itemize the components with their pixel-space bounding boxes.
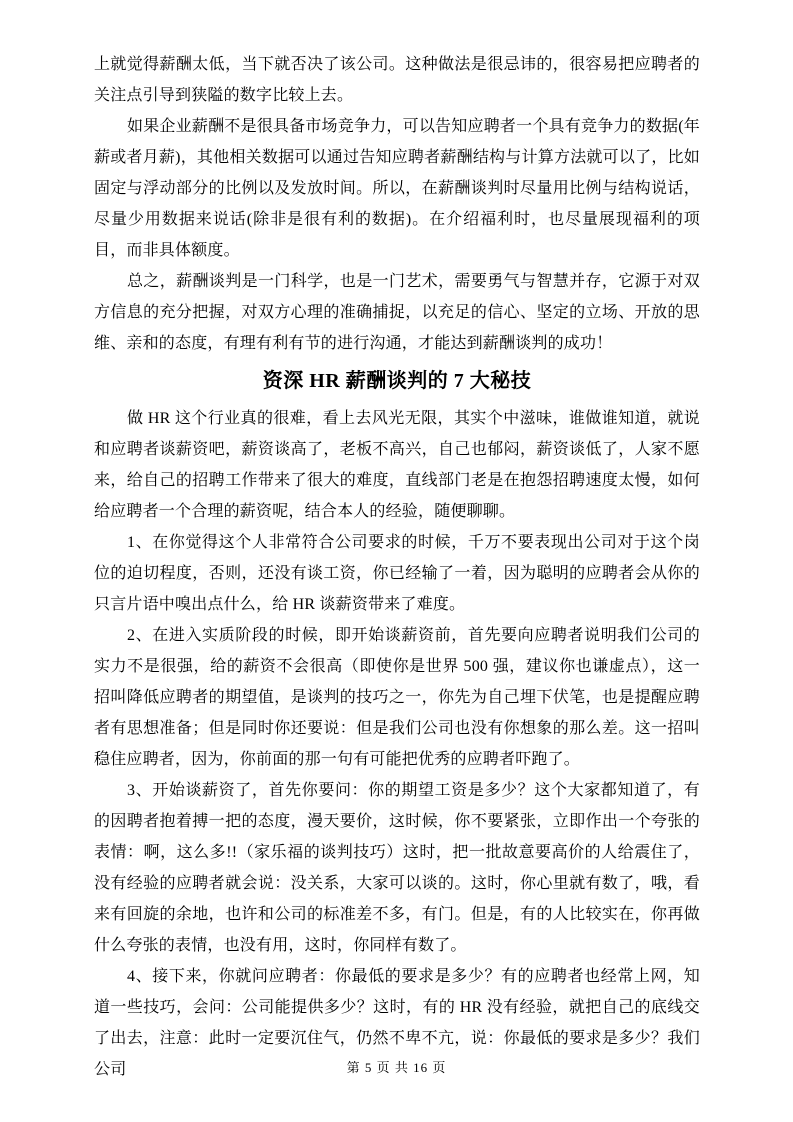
- document-body: [94, 49, 700, 1085]
- paragraph: 总之，薪酬谈判是一门科学，也是一门艺术，需要勇气与智慧并存，它源于对双方信息的充分把握，对双方心理的准确捕捉，以充足的信心、坚定的立场、开放的思维、亲和的态度，有理有利有节的进行沟通，才能达到薪酬谈判的成功！: [94, 273, 700, 352]
- section-heading: 资深 HR 薪酬谈判的 7 大秘技: [262, 370, 532, 392]
- paragraph: 做 HR 这个行业真的很难，看上去风光无限，其实个中滋味，谁做谁知道，就说和应聘者谈薪资吧，薪资谈高了，老板不高兴，自己也郁闷，薪资谈低了，人家不愿来，给自己的招聘工作带来了很大的难度，直线部门老是在抱怨招聘速度太慢，如何给应聘者一个合理的薪资呢，结合本人的经验，随便聊聊。: [94, 410, 700, 520]
- paragraph: 1、在你觉得这个人非常符合公司要求的时候，千万不要表现出公司对于这个岗位的迫切程度，否则，还没有谈工资，你已经输了一着，因为聪明的应聘者会从你的只言片语中嗅出点什么，给 HR 谈薪资带来了难度。: [94, 534, 700, 613]
- page-footer: [0, 1058, 793, 1078]
- page-number-label: 第 5 页 共 16 页: [346, 1060, 447, 1075]
- paragraph: 如果企业薪酬不是很具备市场竞争力，可以告知应聘者一个具有竞争力的数据(年薪或者月薪)，其他相关数据可以通过告知应聘者薪酬结构与计算方法就可以了，比如固定与浮动部分的比例以及发放时间。所以，在薪酬谈判时尽量用比例与结构说话，尽量少用数据来说话(除非是很有利的数据)。在介绍福利时，也尽量展现福利的项目，而非具体额度。: [94, 118, 700, 259]
- paragraph: 上就觉得薪酬太低，当下就否决了该公司。这种做法是很忌讳的，很容易把应聘者的关注点引导到狭隘的数字比较上去。: [94, 56, 700, 104]
- paragraph: 2、在进入实质阶段的时候，即开始谈薪资前，首先要向应聘者说明我们公司的实力不是很强，给的薪资不会很高（即使你是世界 500 强，建议你也谦虚点），这一招叫降低应聘者的期望值，是谈判的技巧之一，你先为自己埋下伏笔，也是提醒应聘者有思想准备；但是同时你还要说：但是我们公司也没有你想象的那么差。这一招叫稳住应聘者，因为，你前面的那一句有可能把优秀的应聘者吓跑了。: [94, 627, 700, 768]
- paragraph: 3、开始谈薪资了，首先你要问：你的期望工资是多少？这个大家都知道了，有的因聘者抱着搏一把的态度，漫天要价，这时候，你不要紧张，立即作出一个夸张的表情：啊，这么多!!（家乐福的谈判技巧）这时，把一批故意要高价的人给震住了，没有经验的应聘者就会说：没关系，大家可以谈的。这时，你心里就有数了，哦，看来有回旋的余地，也许和公司的标准差不多，有门。但是，有的人比较实在，你再做什么夸张的表情，也没有用，这时，你同样有数了。: [94, 782, 700, 954]
- paragraph: 4、接下来，你就问应聘者：你最低的要求是多少？有的应聘者也经常上网，知道一些技巧，会问：公司能提供多少？这时，有的 HR 没有经验，就把自己的底线交了出去，注意：此时一定要沉住气，仍然不卑不亢，说：你最低的要求是多少？我们公司: [94, 968, 700, 1078]
